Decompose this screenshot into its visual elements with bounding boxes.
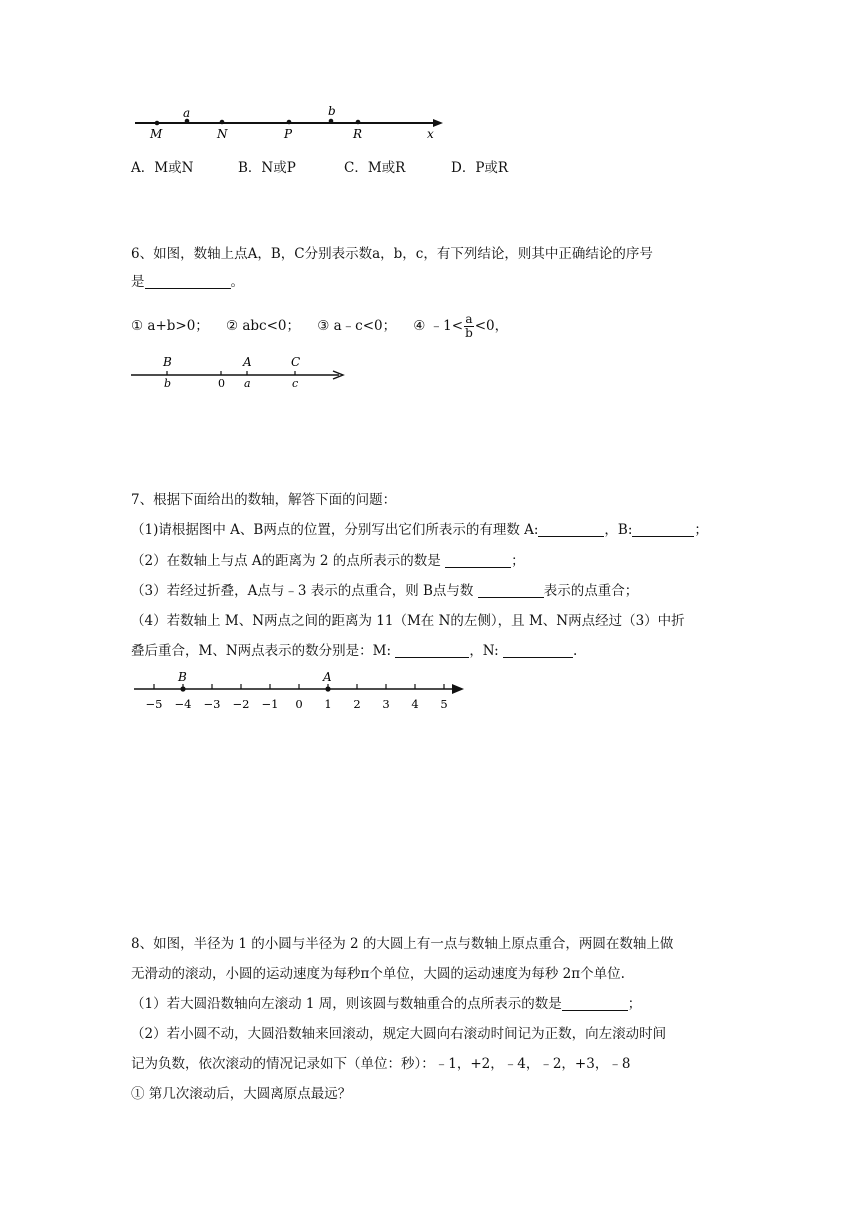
q6-conclusion-1: ① a+b>0； <box>131 318 209 334</box>
q5-option-a: A．M或N <box>131 160 194 176</box>
q6-conclusion-4: ④ ﹣1< $\frac{a}{b}$ <0， <box>413 312 509 340</box>
label-M: M <box>150 127 163 141</box>
label-x: x <box>427 127 434 141</box>
point-P <box>287 120 292 125</box>
point-b <box>329 119 334 124</box>
q8-part2-line2: 记为负数，依次滚动的情况记录如下（单位：秒）：﹣1，+2，﹣4，﹣2，+3，﹣8 <box>131 1056 631 1072</box>
q5-option-d: D．P或R <box>451 160 509 176</box>
q7-answer-A[interactable] <box>538 522 604 537</box>
q6-conclusion-2: ② abc<0； <box>225 318 301 334</box>
point-M <box>155 121 160 126</box>
q7-answer-B[interactable] <box>632 522 694 537</box>
q5-option-c: C．M或R <box>344 160 406 176</box>
q7-number-line <box>130 668 470 716</box>
q6-fraction: $\frac{a}{b}$ <box>465 312 473 340</box>
q8-sub1: ① 第几次滚动后，大圆离原点最远？ <box>131 1086 352 1102</box>
tick-label: 3 <box>382 697 390 711</box>
label-P: P <box>284 127 293 141</box>
q5-option-b: B．N或P <box>238 160 296 176</box>
tick-label: 1 <box>324 697 332 711</box>
label-zero: 0 <box>218 377 225 390</box>
q6-line1: 6、如图，数轴上点A，B，C分别表示数a，b，c，有下列结论，则其中正确结论的序号 <box>131 246 653 262</box>
tick-label: 4 <box>411 697 419 711</box>
q7-answer-3[interactable] <box>478 583 544 598</box>
q8-part2-line1: （2）若小圆不动，大圆沿数轴来回滚动，规定大圆向右滚动时间记为正数，向左滚动时间 <box>131 1026 667 1042</box>
q8-answer-1[interactable] <box>562 996 628 1011</box>
q6-line2-suffix: 。 <box>230 274 244 290</box>
tick-label: −1 <box>261 697 279 711</box>
label-b: b <box>164 377 172 390</box>
point-N <box>220 120 225 125</box>
q7-title: 7、根据下面给出的数轴，解答下面的问题： <box>131 492 397 508</box>
label-B: B <box>178 670 187 684</box>
q8-line1: 8、如图，半径为 1 的小圆与半径为 2 的大圆上有一点与数轴上原点重合，两圆在数轴上做 <box>131 936 674 952</box>
label-B: B <box>163 355 172 369</box>
q7-part4-line1: （4）若数轴上 M、N两点之间的距离为 11（M在 N的左侧），且 M、N两点经过（3）中折 <box>131 613 685 629</box>
point-A <box>325 686 330 691</box>
tick-label: 0 <box>295 697 303 711</box>
tick-label: 5 <box>440 697 448 711</box>
label-A: A <box>323 670 332 684</box>
q7-answer-M[interactable] <box>395 643 469 658</box>
q7-part1: （1)请根据图中 A、B两点的位置，分别写出它们所表示的有理数 A: ，B: ； <box>131 522 708 538</box>
q7-part2: （2）在数轴上与点 A的距离为 2 的点所表示的数是 ； <box>131 553 525 569</box>
label-b: b <box>328 104 336 118</box>
q8-line2: 无滑动的滚动，小圆的运动速度为每秒π个单位，大圆的运动速度为每秒 2π个单位. <box>131 966 625 982</box>
tick-label: −4 <box>174 697 192 711</box>
q5-number-line <box>125 100 455 142</box>
q8-part1: （1）若大圆沿数轴向左滚动 1 周，则该圆与数轴重合的点所表示的数是 ； <box>131 996 642 1012</box>
q7-part3: （3）若经过折叠，A点与﹣3 表示的点重合，则 B点与数 表示的点重合； <box>131 583 639 599</box>
q6-conclusion-3: ③ a﹣c<0； <box>317 318 397 334</box>
point-R <box>356 120 361 125</box>
point-B <box>180 686 185 691</box>
tick-label: 2 <box>353 697 361 711</box>
q6-number-line <box>125 352 355 394</box>
q6-line2-prefix: 是 <box>131 274 145 290</box>
tick-label: −5 <box>145 697 163 711</box>
label-C: C <box>291 355 301 369</box>
q7-part4-line2: 叠后重合，M、N两点表示的数分别是：M: ，N: . <box>131 643 578 659</box>
tick-label: −2 <box>232 697 250 711</box>
tick-label: −3 <box>203 697 221 711</box>
q6-line2 <box>131 272 244 292</box>
label-a: a <box>183 106 191 120</box>
q6-answer-blank[interactable] <box>145 274 231 289</box>
q6-conclusions <box>131 312 508 340</box>
label-a: a <box>244 377 251 390</box>
label-c: c <box>292 377 299 390</box>
q7-answer-2[interactable] <box>445 553 511 568</box>
label-R: R <box>353 127 363 141</box>
q7-answer-N[interactable] <box>503 643 573 658</box>
label-A: A <box>243 355 252 369</box>
label-N: N <box>217 127 228 141</box>
